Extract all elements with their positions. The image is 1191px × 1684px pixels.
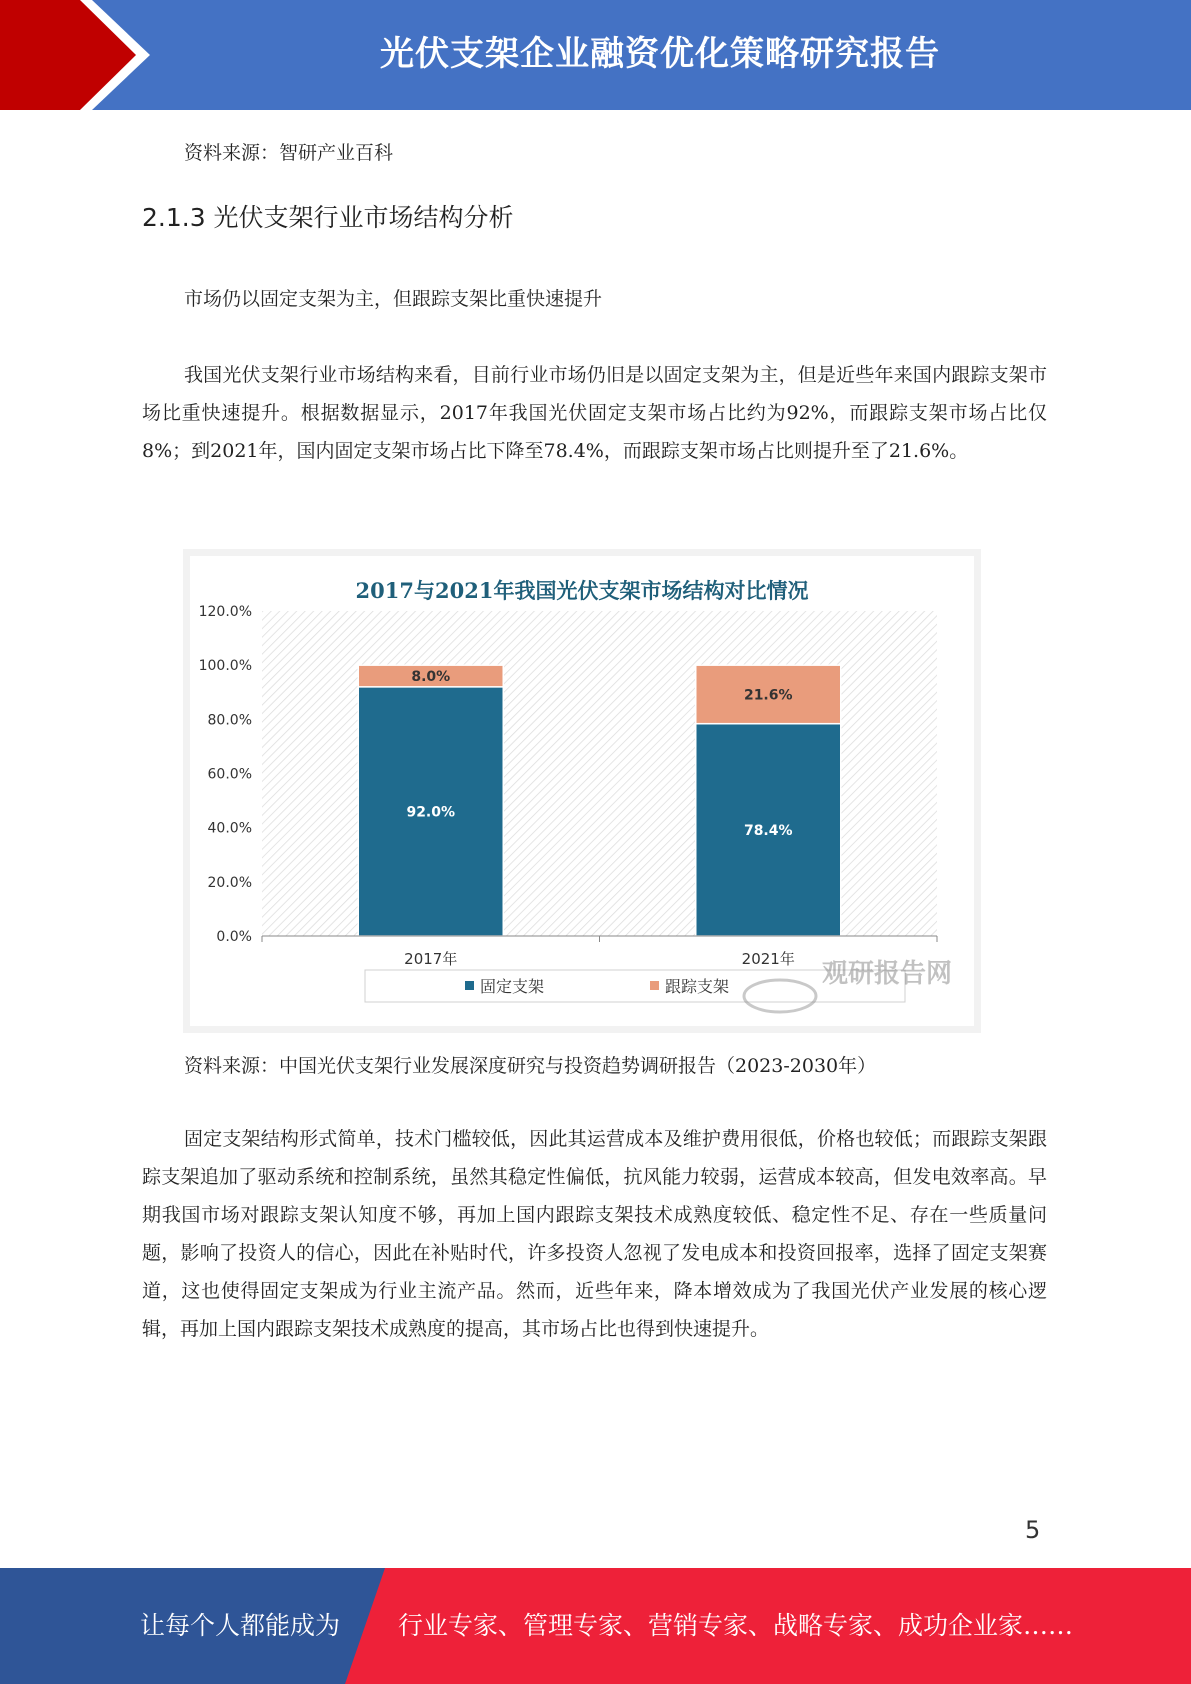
chart-frame — [183, 549, 981, 1033]
chart-container — [190, 556, 974, 1026]
x-tick-label: 2017年 — [404, 950, 458, 968]
y-tick-label: 40.0% — [207, 820, 252, 837]
bar-data-label: 92.0% — [406, 804, 456, 821]
y-tick-label: 0.0% — [216, 929, 252, 945]
page-number: 5 — [1025, 1516, 1041, 1544]
body-paragraph-2: 固定支架结构形式简单，技术门槛较低，因此其运营成本及维护费用很低，价格也较低；而跟踪支架跟踪支架追加了驱动系统和控制系统，虽然其稳定性偏低，抗风能力较弱，运营成本较高，但发电效率高。早期我国市场对跟踪支架认知度不够，再加上国内跟踪支架技术成熟度较低、稳定性不足、存在一些质量问题，影响了投资人的信心，因此在补贴时代，许多投资人忽视了发电成本和投资回报率，选择了固定支架赛道，这也使得固定支架成为行业主流产品。然而，近些年来，降本增效成为了我国光伏产业发展的核心逻辑，再加上国内跟踪支架技术成熟度的提高，其市场占比也得到快速提升。 — [142, 1128, 1047, 1340]
chart-title: 2017与2021年我国光伏支架市场结构对比情况 — [355, 578, 809, 603]
header-chevron-icon — [0, 0, 170, 110]
stacked-bar-chart — [190, 556, 974, 1026]
y-tick-label: 80.0% — [207, 712, 252, 729]
legend-swatch — [650, 981, 659, 990]
report-title: 光伏支架企业融资优化策略研究报告 — [380, 34, 940, 74]
lead-sentence: 市场仍以固定支架为主，但跟踪支架比重快速提升 — [184, 288, 603, 310]
bar-data-label: 78.4% — [743, 822, 793, 839]
page-header — [0, 0, 1191, 110]
legend-label: 固定支架 — [480, 977, 545, 996]
legend-label: 跟踪支架 — [665, 977, 730, 996]
body-paragraph-1: 我国光伏支架行业市场结构来看，目前行业市场仍旧是以固定支架为主，但是近些年来国内跟踪支架市场比重快速提升。根据数据显示，2017年我国光伏固定支架市场占比约为92%，而跟踪支架市场占比仅8%；到2021年，国内固定支架市场占比下降至78.4%，而跟踪支架市场占比则提升至了21.6%。 — [142, 364, 1047, 462]
y-tick-label: 100.0% — [198, 658, 252, 675]
y-tick-label: 120.0% — [198, 604, 252, 620]
y-tick-label: 20.0% — [207, 874, 252, 891]
x-tick-label: 2021年 — [741, 950, 795, 968]
bar-data-label: 8.0% — [411, 669, 451, 685]
source-note-chart: 资料来源：中国光伏支架行业发展深度研究与投资趋势调研报告（2023-2030年） — [184, 1055, 877, 1077]
section-heading: 2.1.3 光伏支架行业市场结构分析 — [142, 203, 514, 232]
source-note-top: 资料来源：智研产业百科 — [184, 142, 394, 164]
bar-data-label: 21.6% — [743, 687, 793, 704]
legend-swatch — [465, 981, 474, 990]
footer-slogan-left: 让每个人都能成为 — [140, 1611, 341, 1640]
page-footer — [0, 1568, 1191, 1684]
y-tick-label: 60.0% — [207, 766, 252, 783]
watermark-text: 观研报告网 — [822, 959, 953, 989]
footer-slogan-right: 行业专家、管理专家、营销专家、战略专家、成功企业家…… — [398, 1611, 1074, 1640]
